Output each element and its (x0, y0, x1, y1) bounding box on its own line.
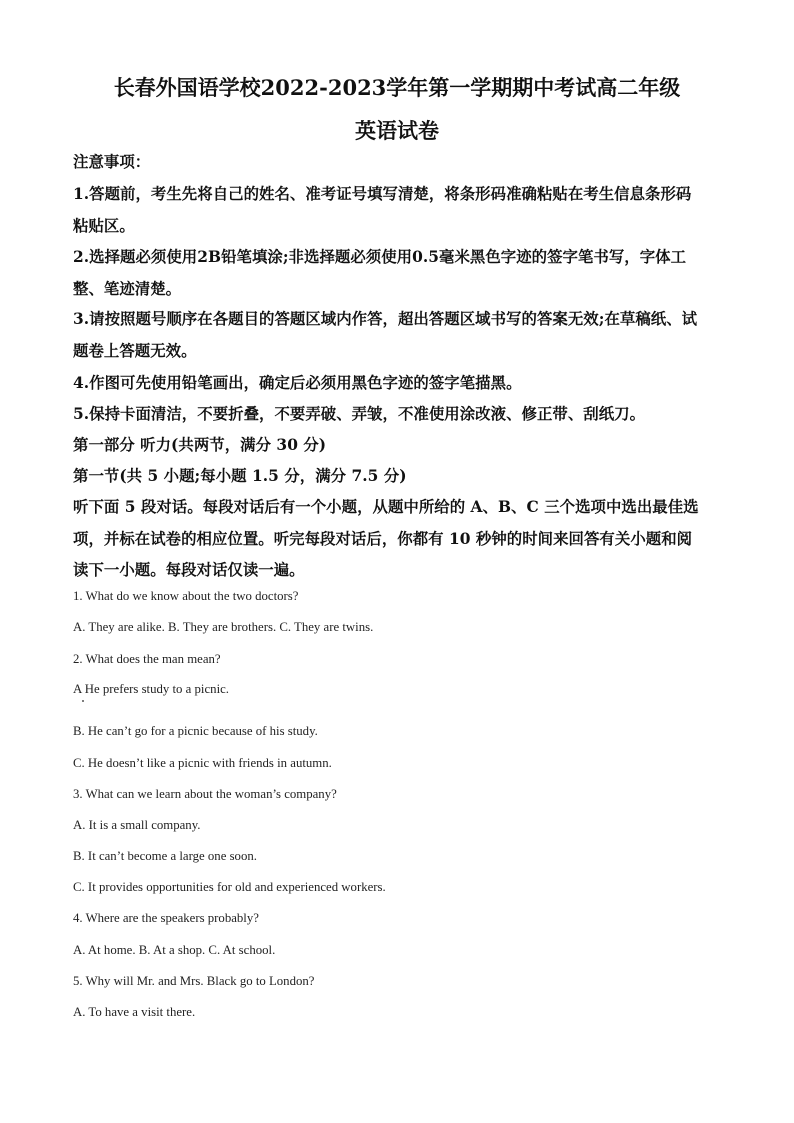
question-2-option-c: C. He doesn’t like a picnic with friends in autumn. (73, 756, 332, 770)
question-2: 2. What does the man mean? (73, 652, 221, 666)
instruction-line: 听下面 5 段对话。每段对话后有一个小题，从题中所给的 A、B、C 三个选项中选出最佳选 (73, 498, 699, 516)
notice-line: 4.作图可先使用铅笔画出，确定后必须用黑色字迹的签字笔描黑。 (73, 374, 522, 392)
notice-line: 5.保持卡面清洁，不要折叠，不要弄破、弄皱，不准使用涂改液、修正带、刮纸刀。 (73, 405, 646, 423)
question-2-option-a: A He prefers study to a picnic. (73, 682, 230, 696)
notice-line: 整、笔迹清楚。 (73, 280, 182, 298)
section-sub-heading: 第一节(共 5 小题;每小题 1.5 分，满分 7.5 分) (73, 467, 407, 485)
question-3-option-a: A. It is a small company. (73, 818, 201, 832)
notice-line: 3.请按照题号顺序在各题目的答题区域内作答，超出答题区域书写的答案无效;在草稿纸、试 (73, 310, 698, 328)
notice-line: 2.选择题必须使用2B铅笔填涂;非选择题必须使用0.5毫米黑色字迹的签字笔书写，字体工 (73, 248, 687, 266)
notice-line: 1.答题前，考生先将自己的姓名、准考证号填写清楚，将条形码准确粘贴在考生信息条形码 (73, 185, 692, 203)
question-2-option-b: B. He can’t go for a picnic because of his study. (73, 724, 318, 738)
question-1: 1. What do we know about the two doctors? (73, 589, 299, 603)
question-5: 5. Why will Mr. and Mrs. Black go to London? (73, 974, 315, 988)
section-part-heading: 第一部分 听力(共两节，满分 30 分) (73, 436, 327, 454)
question-5-option-a: A. To have a visit there. (73, 1005, 196, 1019)
notice-line: 粘贴区。 (73, 217, 135, 235)
instruction-line: 读下一小题。每段对话仅读一遍。 (73, 561, 305, 579)
page-subtitle: 英语试卷 (355, 118, 439, 143)
question-3-option-c: C. It provides opportunities for old and experienced workers. (73, 880, 386, 894)
notice-heading: 注意事项： (73, 153, 151, 171)
question-1-options: A. They are alike. B. They are brothers. C. They are twins. (73, 620, 374, 634)
notice-line: 题卷上答题无效。 (73, 342, 197, 360)
question-3: 3. What can we learn about the woman’s company? (73, 787, 337, 801)
question-3-option-b: B. It can’t become a large one soon. (73, 849, 257, 863)
page-title: 长春外国语学校2022-2023学年第一学期期中考试高二年级 (113, 75, 681, 100)
instruction-line: 项，并标在试卷的相应位置。听完每段对话后，你都有 10 秒钟的时间来回答有关小题和阅 (73, 530, 693, 548)
question-4-options: A. At home. B. At a shop. C. At school. (73, 943, 276, 957)
stray-dot (82, 700, 84, 702)
question-4: 4. Where are the speakers probably? (73, 911, 259, 925)
